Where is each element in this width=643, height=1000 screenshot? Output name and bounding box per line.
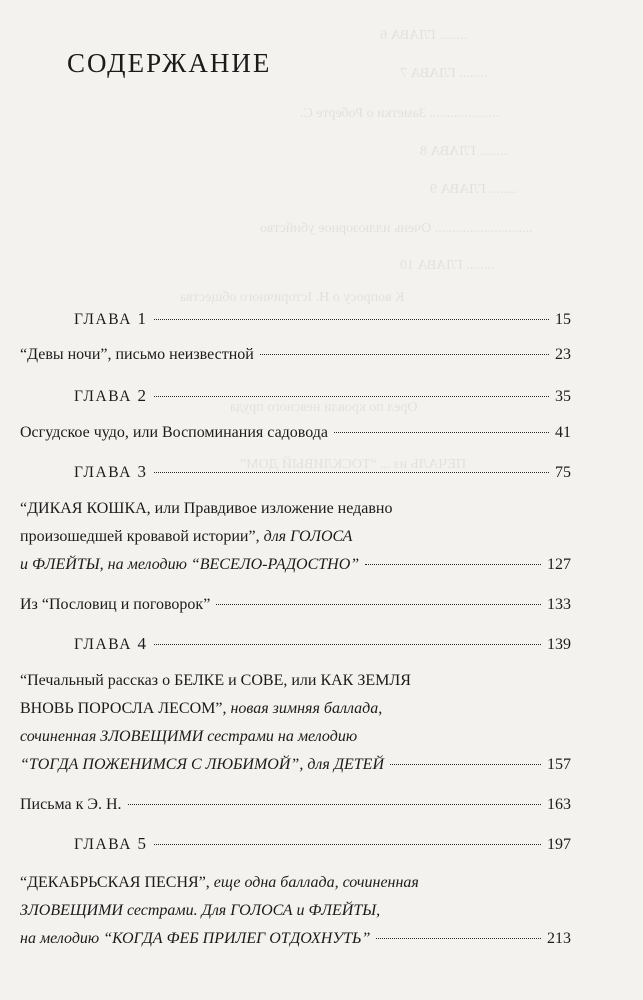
- page-number: 127: [547, 556, 571, 573]
- bleed-through-text: ........ ГЛАВА 6 ........ ГЛАВА 7 .................... Заметки о Роберте С. ........ ГЛАВА 8 ........ ГЛАВА 9 ............................ Очень иллюзорное убийство ........ ГЛАВА 10 К вопросу о Н. Історичного общества Орел по кровли неясного пруда ПЕЧАЛЬ из ... “ТОСКЛИВЫЙ ДОМ”: [180, 28, 533, 472]
- leader-dots: [154, 319, 549, 320]
- toc-chapter-3[interactable]: ГЛАВА 3 75: [74, 462, 571, 481]
- toc-item[interactable]: [20, 346, 571, 368]
- leader-dots: [334, 432, 549, 433]
- page-title: СОДЕРЖАНИЕ: [67, 48, 272, 79]
- toc-item[interactable]: [20, 424, 571, 446]
- page-number: 133: [547, 596, 571, 613]
- page-number: 41: [555, 424, 571, 441]
- page-number: 75: [555, 464, 571, 481]
- toc-item[interactable]: [20, 596, 571, 618]
- page-number: 213: [547, 930, 571, 947]
- leader-dots: [154, 844, 541, 845]
- leader-dots: [216, 604, 541, 605]
- page-number: 35: [555, 388, 571, 405]
- page-number: 139: [547, 636, 571, 653]
- leader-dots: [154, 396, 549, 397]
- leader-dots: [154, 644, 541, 645]
- toc-chapter-5[interactable]: ГЛАВА 5 197: [74, 834, 571, 853]
- toc-chapter-2[interactable]: ГЛАВА 2 35: [74, 386, 571, 405]
- toc-item-title: “Девы ночи”, письмо неизвестной: [20, 346, 254, 363]
- leader-dots: [376, 938, 541, 939]
- toc-item-title: Из “Пословиц и поговорок”: [20, 596, 211, 613]
- toc-chapter-1[interactable]: ГЛАВА 1 15: [74, 309, 571, 328]
- page-number: 157: [547, 756, 571, 773]
- page-number: 23: [555, 346, 571, 363]
- leader-dots: [390, 764, 541, 765]
- toc-item[interactable]: [20, 796, 571, 818]
- leader-dots: [365, 564, 541, 565]
- toc-item-title: Осгудское чудо, или Воспоминания садовода: [20, 424, 329, 441]
- toc-item-title: Письма к Э. Н.: [20, 796, 122, 813]
- leader-dots: [154, 472, 549, 473]
- toc-chapter-4[interactable]: ГЛАВА 4 139: [74, 634, 571, 653]
- page-number: 15: [555, 311, 571, 328]
- leader-dots: [128, 804, 541, 805]
- page-number: 163: [547, 796, 571, 813]
- page-number: 197: [547, 836, 571, 853]
- leader-dots: [260, 354, 549, 355]
